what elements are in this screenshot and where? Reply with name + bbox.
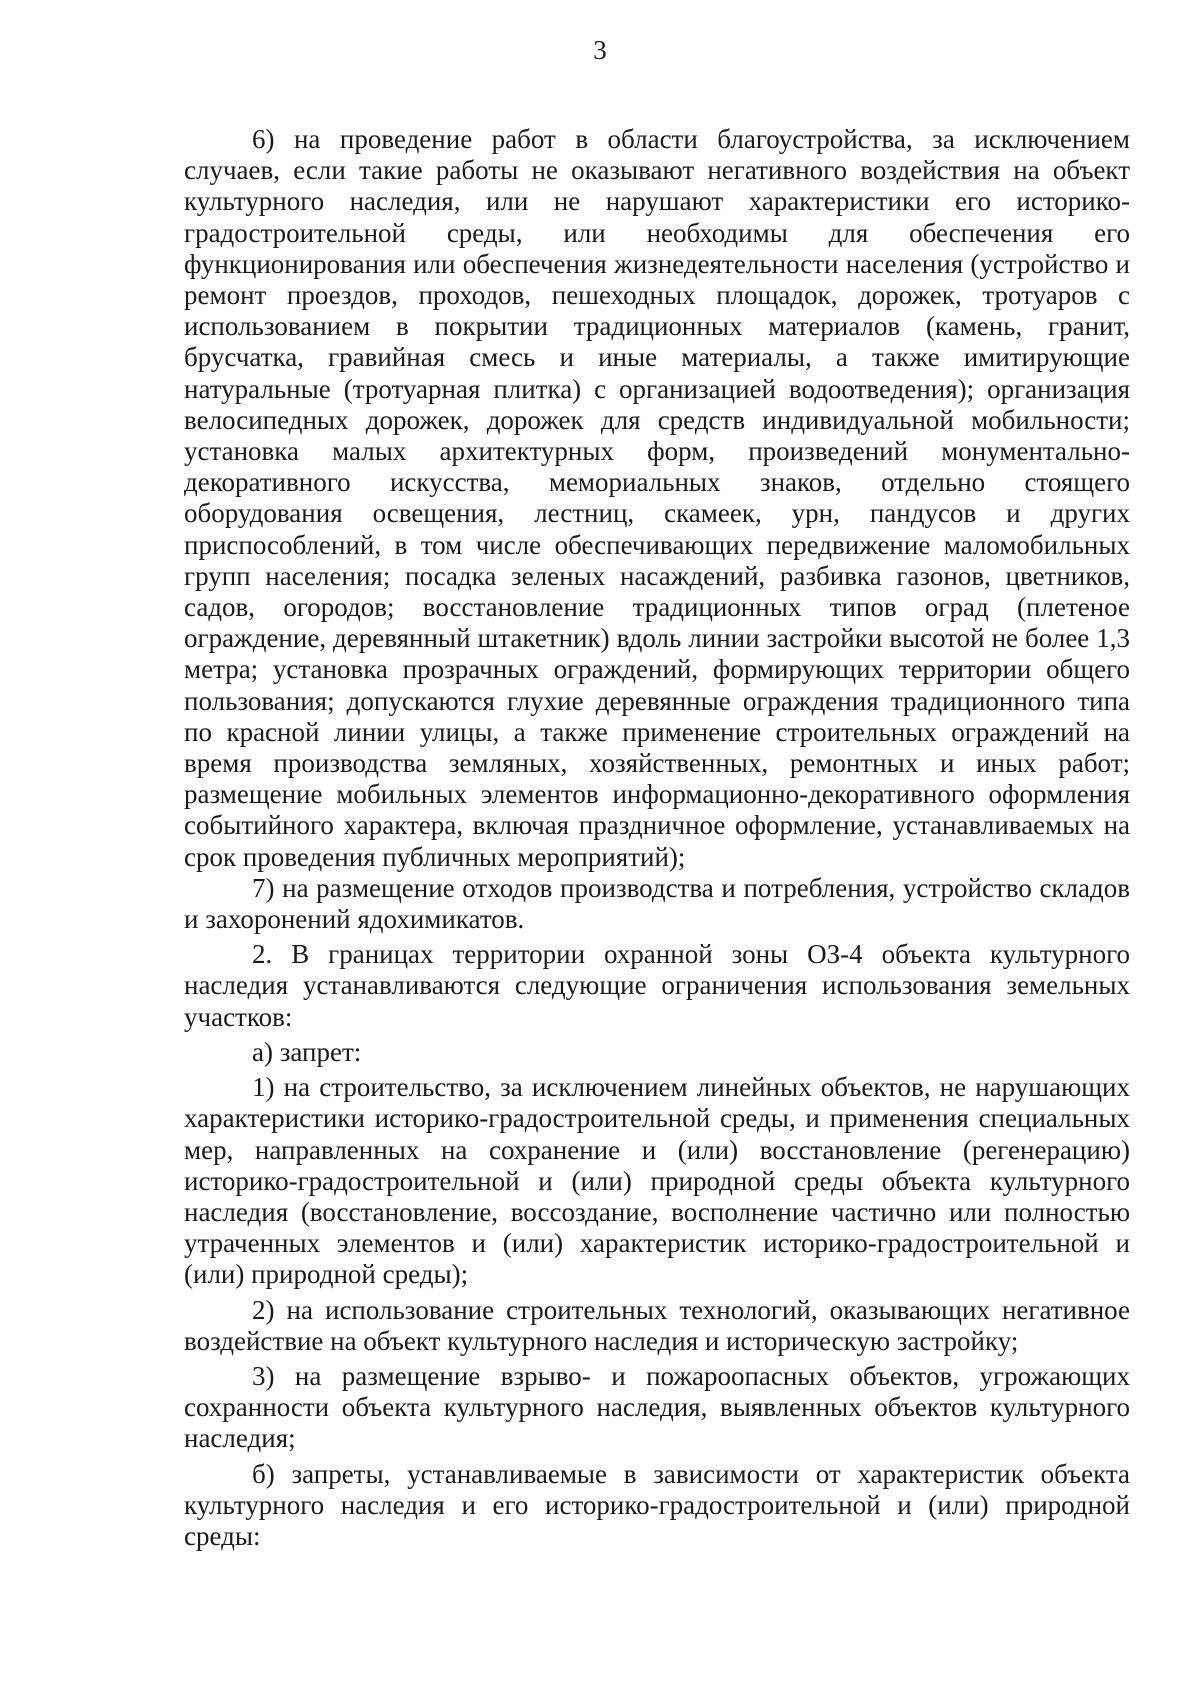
document-body (184, 124, 1130, 1554)
paragraph-subsection-a: а) запрет: (252, 1036, 362, 1067)
page-number: 3 (593, 35, 607, 65)
paragraph-item-6: 6) на проведение работ в области благоустройства, за исключением случаев, если такие работы не оказывают негативного воздействия на объект культурного наследия, или не нарушают характеристики его историко-градостроительной среды, или необходимы для обеспечения его функционирования или обеспечения жизнедеятельности населения (устройство и ремонт проездов, проходов, пешеходных площадок, дорожек, тротуаров с использованием в покрытии традиционных материалов (камень, гранит, брусчатка, гравийная смесь и иные материалы, а также имитирующие натуральные (тротуарная плитка) с организацией водоотведения); организация велосипедных дорожек, дорожек для средств индивидуальной мобильности; установка малых архитектурных форм, произведений монументально-декоративного искусства, мемориальных знаков, отдельно стоящего оборудования освещения, лестниц, скамеек, урн, пандусов и других приспособлений, в том числе обеспечивающих передвижение маломобильных групп населения; посадка зеленых насаждений, разбивка газонов, цветников, садов, огородов; восстановление традиционных типов оград (плетеное ограждение, деревянный штакетник) вдоль линии застройки высотой не более 1,3 метра; установка прозрачных ограждений, формирующих территории общего пользования; допускаются глухие деревянные ограждения традиционного типа по красной линии улицы, а также применение строительных ограждений на время производства земляных, хозяйственных, ремонтных и иных работ; размещение мобильных элементов информационно-декоративного оформления событийного характера, включая праздничное оформление, устанавливаемых на срок проведения публичных мероприятий); (184, 124, 1130, 872)
paragraph-subsection-b: б) запреты, устанавливаемые в зависимости от характеристик объекта культурного наследия и его историко-градостроительной и (или) природной среды: (184, 1458, 1130, 1551)
paragraph-section-2: 2. В границах территории охранной зоны ОЗ-4 объекта культурного наследия устанавливаются следующие ограничения использования земельных участков: (184, 939, 1130, 1032)
paragraph-item-7: 7) на размещение отходов производства и потребления, устройство складов и захоронений ядохимикатов. (184, 872, 1130, 935)
paragraph-ban-1: 1) на строительство, за исключением линейных объектов, не нарушающих характеристики историко-градостроительной среды, и применения специальных мер, направленных на сохранение и (или) восстановление (регенерацию) историко-градостроительной и (или) природной среды объекта культурного наследия (восстановление, воссоздание, восполнение частично или полностью утраченных элементов и (или) характеристик историко-градостроительной и (или) природной среды); (184, 1072, 1130, 1290)
paragraph-ban-2: 2) на использование строительных технологий, оказывающих негативное воздействие на объект культурного наследия и историческую застройку; (184, 1294, 1130, 1356)
paragraph-ban-3: 3) на размещение взрыво- и пожароопасных объектов, угрожающих сохранности объекта культурного наследия, выявленных объектов культурного наследия; (184, 1360, 1130, 1454)
